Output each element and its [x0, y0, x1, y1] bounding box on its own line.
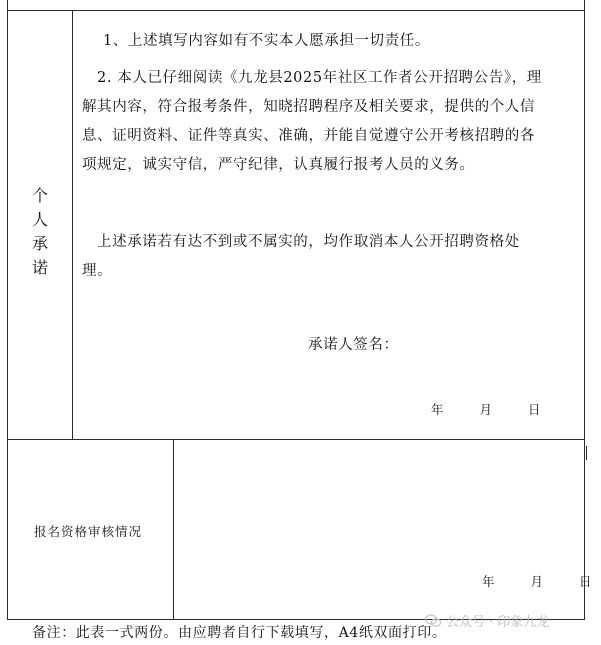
date-month: 月 [530, 574, 545, 589]
footer-note: 备注：此表一式两份。由应聘者自行下载填写，A4纸双面打印。 [32, 625, 447, 641]
row-divider [7, 439, 585, 440]
review-date [482, 572, 593, 590]
review-section-label: 报名资格审核情况 [34, 524, 143, 539]
pledge-label-char: 承 [31, 234, 48, 253]
pledge-item-2-line: 解其内容，符合报考条件，知晓招聘程序及相关要求，提供的个人信 [82, 99, 535, 115]
table-border-top [7, 10, 585, 11]
pledge-date [431, 400, 542, 418]
watermark-text: 公众号 · 印象九龙 [446, 615, 550, 630]
date-year: 年 [431, 402, 445, 417]
signature-label: 承诺人签名： [308, 337, 399, 353]
pledge-item-2-line: 2. 本人已仔细阅读《九龙县2025年社区工作者公开招聘公告》，理 [97, 70, 542, 86]
pledge-label-divider [72, 10, 73, 440]
review-label-divider [173, 440, 174, 620]
pledge-item-1: 1、上述填写内容如有不实本人愿承担一切责任。 [103, 33, 430, 49]
cursor-mark [586, 446, 587, 460]
table-border-left [7, 0, 8, 620]
table-border-right [584, 0, 585, 620]
pledge-statement-line: 上述承诺若有达不到或不属实的，均作取消本人公开招聘资格处 [97, 234, 520, 250]
pledge-section-label [30, 184, 50, 280]
pledge-label-char: 个 [31, 186, 48, 205]
pledge-label-char: 人 [31, 210, 48, 229]
date-day: 日 [579, 574, 593, 589]
pledge-statement-line: 理。 [82, 263, 113, 279]
date-month: 月 [479, 402, 494, 417]
pledge-label-char: 诺 [31, 258, 48, 277]
date-year: 年 [482, 574, 496, 589]
pledge-item-2-line: 项规定，诚实守信，严守纪律，认真履行报考人员的义务。 [82, 157, 475, 173]
pledge-item-2-line: 息、证明资料、证件等真实、准确，并能自觉遵守公开考核招聘的各 [82, 128, 535, 144]
date-day: 日 [528, 402, 542, 417]
